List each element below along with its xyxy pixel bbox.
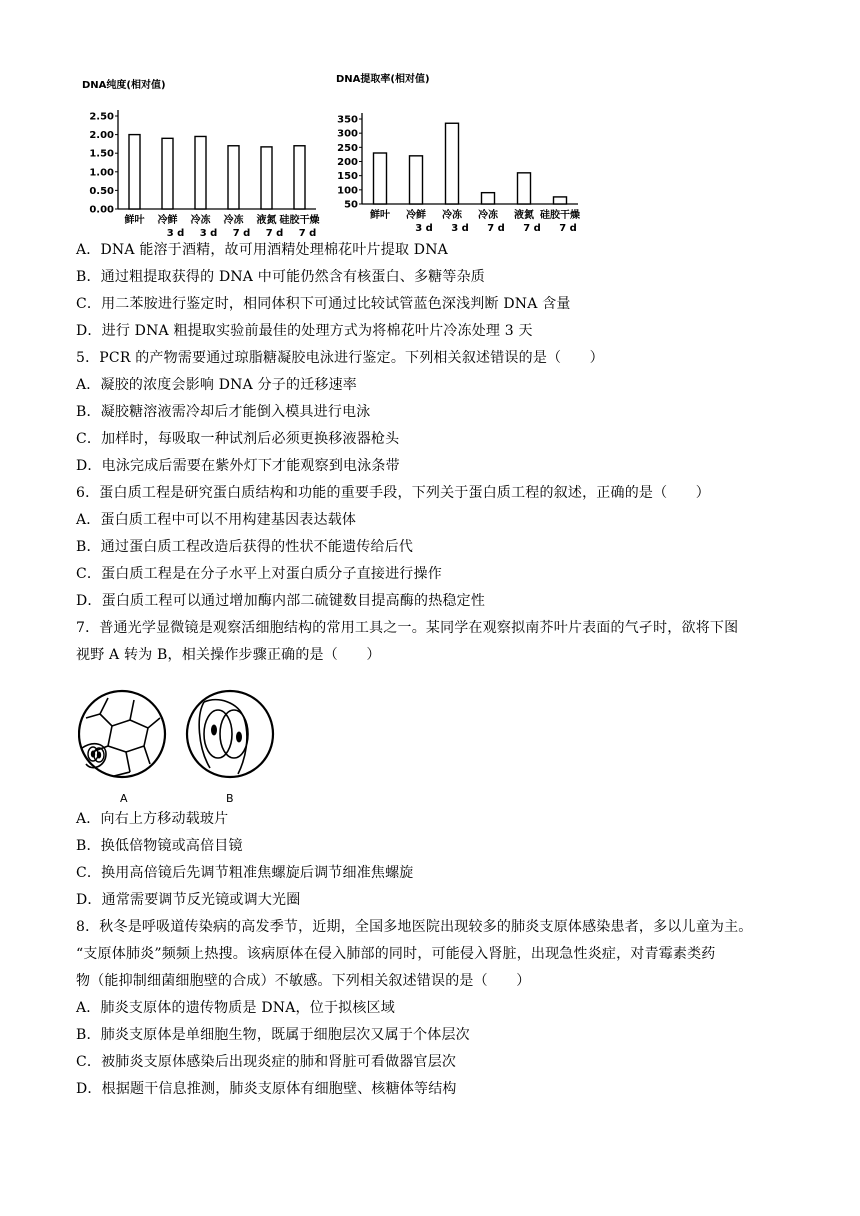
x-tick-label: 冷鲜 [406,210,426,221]
text-line: A．肺炎支原体的遗传物质是 DNA，位于拟核区域 [76,1000,395,1016]
field-a [79,691,165,777]
bar [261,147,272,209]
bar [195,136,206,209]
dna-extraction-chart [332,70,582,244]
x-tick-label: 7 d [232,228,251,239]
x-tick-label: 鲜叶 [124,215,145,226]
y-tick-label: 200 [337,157,358,168]
text-line: B．凝胶糖溶液需冷却后才能倒入模具进行电泳 [76,404,371,420]
text-line: D．根据题干信息推测，肺炎支原体有细胞壁、核糖体等结构 [76,1081,457,1097]
bar [374,153,387,204]
text-line: C．换用高倍镜后先调节粗准焦螺旋后调节细准焦螺旋 [76,865,414,881]
microscope-figure [78,688,278,814]
text-line: A．蛋白质工程中可以不用构建基因表达载体 [76,512,357,528]
dna-extraction-chart-svg [332,70,582,240]
text-line: D．进行 DNA 粗提取实验前最佳的处理方式为将棉花叶片冷冻处理 3 天 [76,323,533,339]
text-line: 5．PCR 的产物需要通过琼脂糖凝胶电泳进行鉴定。下列相关叙述错误的是（ ） [76,350,604,366]
x-tick-label: 3 d [415,223,433,234]
y-axis-label: DNA提取率(相对值) [336,74,430,85]
x-tick-label: 液氮 [514,210,534,221]
field-b [187,691,273,777]
text-line: A．凝胶的浓度会影响 DNA 分子的迁移速率 [76,377,357,393]
y-tick-label: 300 [337,128,358,140]
text-line: 视野 A 转为 B，相关操作步骤正确的是（ ） [76,647,381,663]
x-tick-label: 3 d [166,228,185,239]
microscope-fields-svg [78,688,278,810]
x-tick-label: 冷冻 [442,210,462,221]
x-tick-label: 7 d [265,228,284,239]
text-line: 8．秋冬是呼吸道传染病的高发季节，近期，全国多地医院出现较多的肺炎支原体感染患者，多以儿童为主。 [76,919,753,935]
y-tick-label: 1.00 [89,167,114,179]
text-line: C．加样时，每吸取一种试剂后必须更换移液器枪头 [76,431,400,447]
bar [410,156,423,204]
text-line: C．蛋白质工程是在分子水平上对蛋白质分子直接进行操作 [76,566,442,582]
text-line: 物（能抑制细菌细胞壁的合成）不敏感。下列相关叙述错误的是（ ） [76,973,531,989]
field-a-label: A [120,792,128,805]
y-tick-label: 50 [344,199,358,211]
x-tick-label: 7 d [487,223,505,234]
y-tick-label: 250 [337,142,358,154]
bar [162,138,173,209]
y-axis-label: DNA纯度(相对值) [82,80,166,91]
text-line: D．通常需要调节反光镜或调大光圈 [76,892,301,908]
y-tick-label: 2.00 [89,130,114,142]
y-tick-label: 100 [337,185,358,197]
text-line: “支原体肺炎”频频上热搜。该病原体在侵入肺部的同时，可能侵入肾脏，出现急性炎症，对青霉素类药 [76,946,716,962]
x-tick-label: 硅胶干燥 [279,215,320,226]
y-tick-label: 150 [337,171,358,183]
x-tick-label: 7 d [298,228,317,239]
x-tick-label: 液氮 [256,215,277,226]
bar [554,197,567,204]
text-line: A．向右上方移动载玻片 [76,811,229,827]
text-line: B．通过粗提取获得的 DNA 中可能仍然含有核蛋白、多糖等杂质 [76,269,485,285]
x-tick-label: 冷冻 [223,215,244,226]
bar [294,146,305,209]
bar [228,146,239,209]
x-tick-label: 鲜叶 [370,210,390,221]
x-tick-label: 7 d [523,223,541,234]
y-tick-label: 0.00 [89,204,114,216]
text-line: 7．普通光学显微镜是观察活细胞结构的常用工具之一。某同学在观察拟南芥叶片表面的气孑时，欲将下图 [76,620,739,636]
dna-purity-chart [80,76,320,244]
x-tick-label: 冷鲜 [157,215,178,226]
x-tick-label: 7 d [559,223,577,234]
bar [482,193,495,204]
y-tick-label: 350 [337,114,358,126]
text-line: 6．蛋白质工程是研究蛋白质结构和功能的重要手段，下列关于蛋白质工程的叙述，正确的是（ ） [76,485,710,501]
x-tick-label: 硅胶干燥 [540,210,580,221]
y-tick-label: 2.50 [89,111,114,123]
x-tick-label: 3 d [451,223,469,234]
x-tick-label: 冷冻 [478,210,498,221]
text-line: B．换低倍物镜或高倍目镜 [76,838,243,854]
field-b-label: B [226,792,234,805]
text-line: B．通过蛋白质工程改造后获得的性状不能遗传给后代 [76,539,414,555]
x-tick-label: 3 d [199,228,218,239]
text-line: C．被肺炎支原体感染后出现炎症的肺和肾脏可看做器官层次 [76,1054,457,1070]
text-line: D．蛋白质工程可以通过增加酶内部二硫键数目提高酶的热稳定性 [76,593,486,609]
text-line: D．电泳完成后需要在紫外灯下才能观察到电泳条带 [76,458,400,474]
y-tick-label: 1.50 [89,148,114,160]
bar [518,173,531,204]
y-tick-label: 0.50 [89,185,114,197]
dna-purity-chart-svg [80,76,320,240]
text-line: A．DNA 能溶于酒精，故可用酒精处理棉花叶片提取 DNA [76,242,448,258]
text-line: C．用二苯胺进行鉴定时，相同体积下可通过比较试管蓝色深浅判断 DNA 含量 [76,296,571,312]
bar [446,123,459,204]
text-line: B．肺炎支原体是单细胞生物，既属于细胞层次又属于个体层次 [76,1027,470,1043]
bar [129,135,140,209]
x-tick-label: 冷冻 [190,215,211,226]
